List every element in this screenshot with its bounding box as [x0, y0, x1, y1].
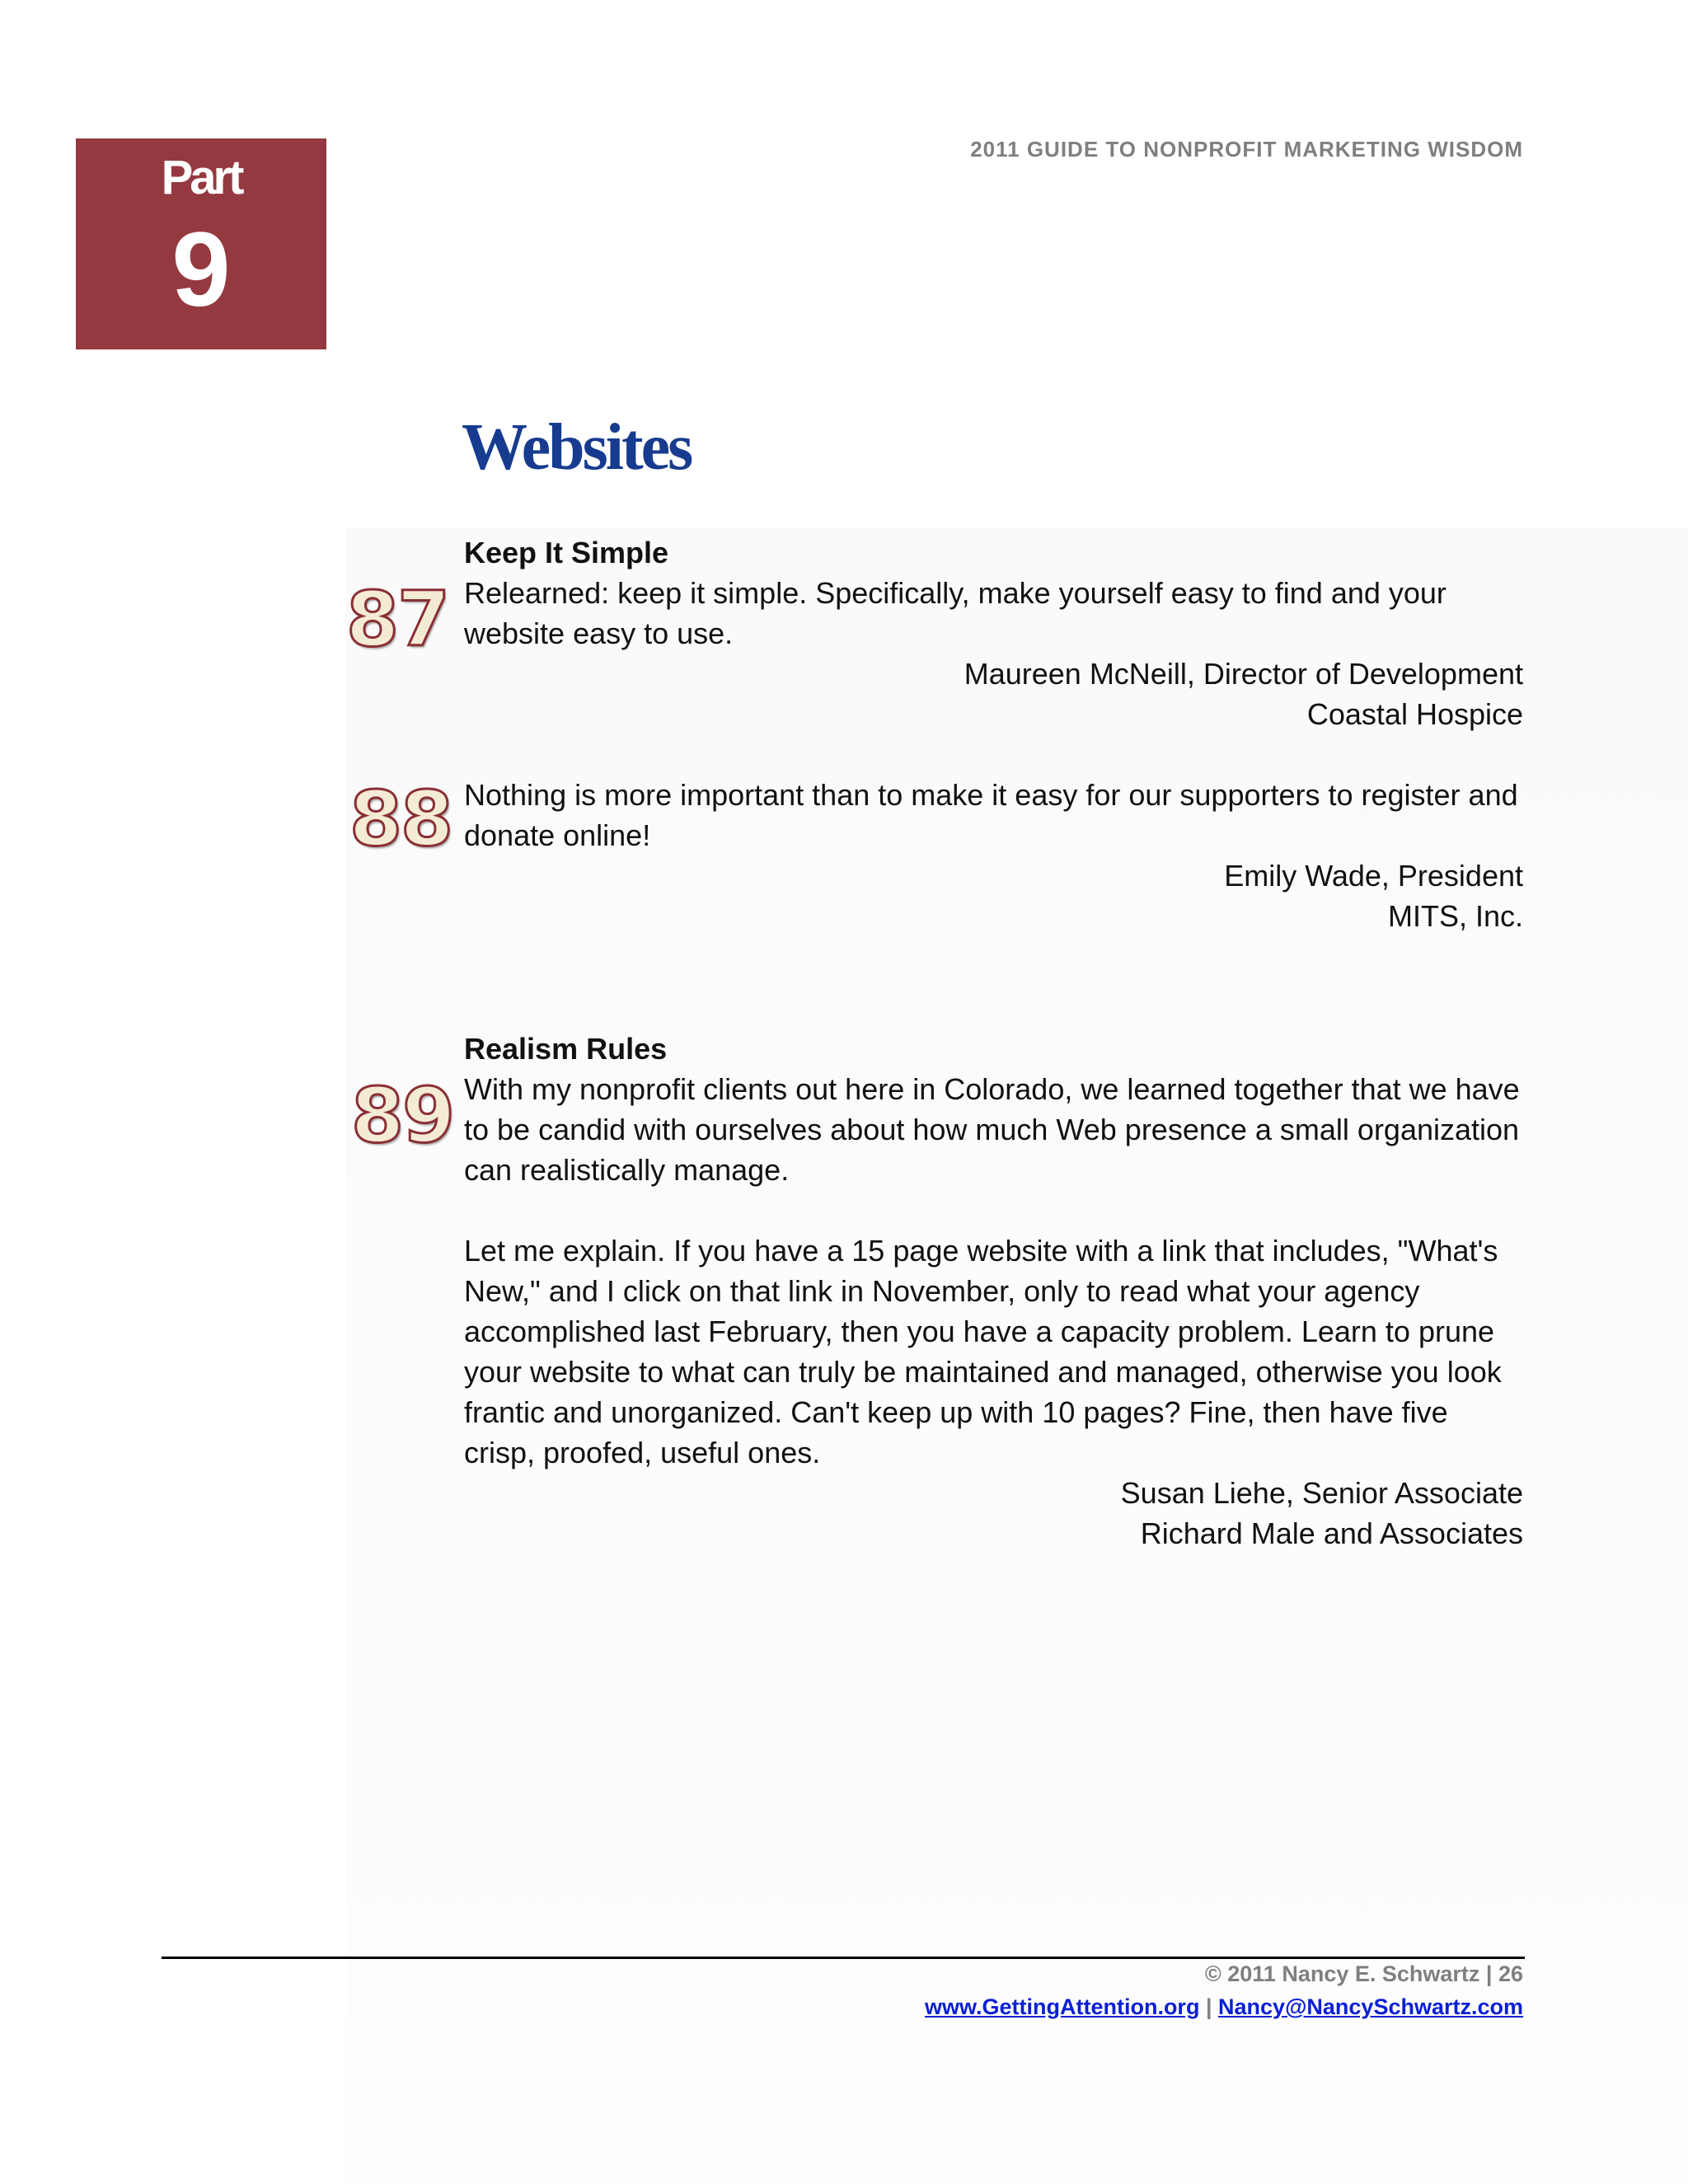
- tip-paragraph: With my nonprofit clients out here in Colorado, we learned together that we have to be candid with ourselves about how much Web presence a small organization can realistically manage.: [464, 1072, 1520, 1187]
- attribution-name: Emily Wade, President: [1224, 859, 1523, 893]
- footer-divider: [162, 1957, 1525, 1959]
- attribution-org: Richard Male and Associates: [1140, 1516, 1523, 1550]
- link-separator: |: [1205, 1994, 1212, 2019]
- attribution-name: Maureen McNeill, Director of Development: [964, 657, 1523, 691]
- part-badge: [76, 138, 326, 349]
- tip-paragraph: Let me explain. If you have a 15 page website with a link that includes, "What's New," and I click on that link in November, only to read what your agency accomplished last February, then you have a capacity problem. Learn to prune your website to what can truly be maintained and managed, otherwise you look frantic and unorganized. Can't keep up with 10 pages? Fine, then have five crisp, proofed, useful ones.: [464, 1234, 1502, 1469]
- tip-text: [464, 573, 1523, 654]
- email-link[interactable]: Nancy@NancySchwartz.com: [1218, 1994, 1523, 2019]
- tip-entry-88: [464, 775, 1523, 936]
- tip-heading: Keep It Simple: [464, 536, 669, 569]
- tip-paragraph: Relearned: keep it simple. Specifically, make yourself easy to find and your website easy to use.: [464, 576, 1447, 650]
- attribution-org: MITS, Inc.: [1387, 899, 1523, 933]
- tip-paragraph: Nothing is more important than to make it easy for our supporters to register and donate online!: [464, 778, 1518, 852]
- tip-text: [464, 1069, 1523, 1473]
- tip-number-89: 89: [351, 1071, 454, 1160]
- tip-number-88: 88: [349, 775, 452, 863]
- tip-text: [464, 775, 1523, 855]
- footer-copyright: © 2011 Nancy E. Schwartz | 26: [1204, 1961, 1523, 1986]
- tip-entry-87: [464, 532, 1523, 734]
- tip-entry-89: [464, 1029, 1523, 1554]
- attribution-name: Susan Liehe, Senior Associate: [1120, 1476, 1523, 1510]
- part-number: 9: [171, 211, 231, 329]
- tip-number-87: 87: [346, 575, 449, 663]
- footer-links: [925, 1994, 1523, 2020]
- part-label: Part: [161, 151, 241, 204]
- website-link[interactable]: www.GettingAttention.org: [924, 1994, 1200, 2019]
- section-title: Websites: [462, 411, 692, 484]
- running-header: 2011 GUIDE TO NONPROFIT MARKETING WISDOM: [970, 137, 1523, 162]
- tip-heading: Realism Rules: [464, 1032, 668, 1066]
- attribution-org: Coastal Hospice: [1306, 697, 1523, 731]
